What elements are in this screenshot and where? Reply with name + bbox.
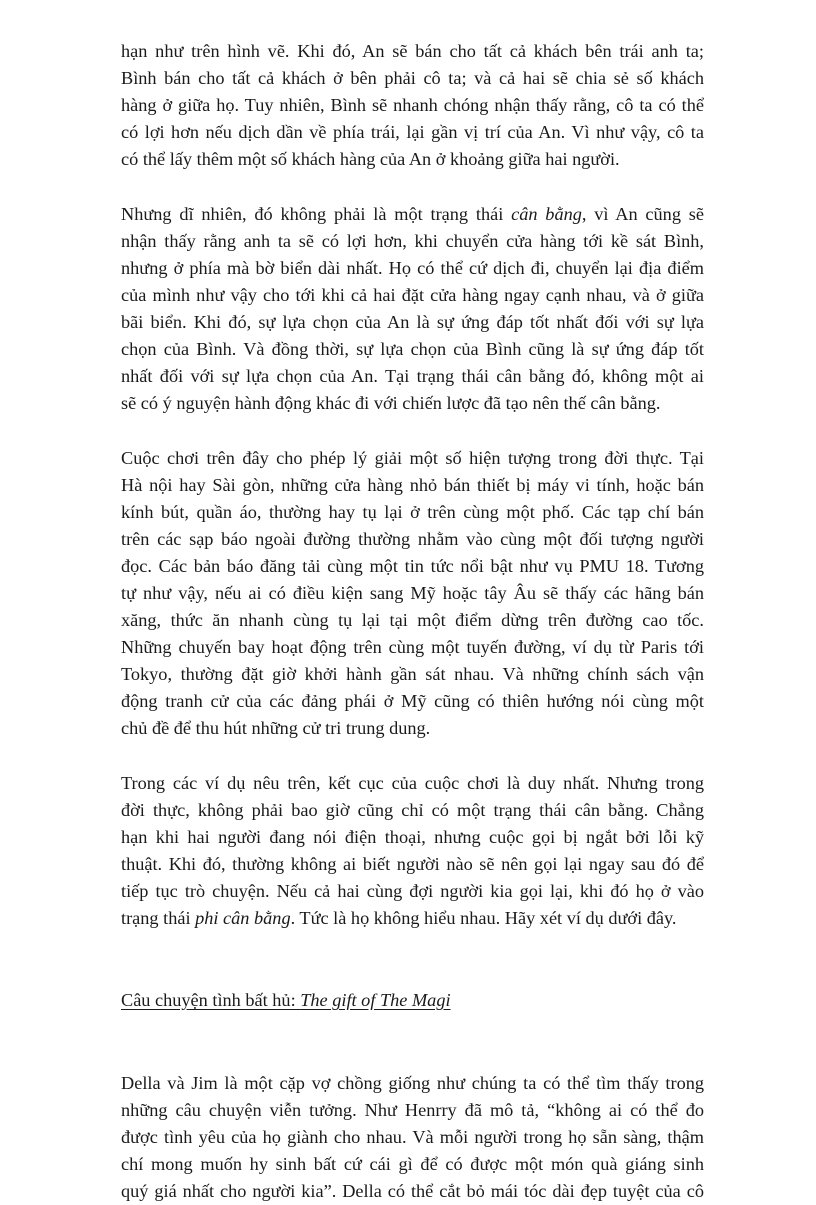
text-line: đời thực, không phải bao giờ cũng chỉ có một trạng thái cân bằng. Chẳng <box>121 800 704 820</box>
text-line: tiếp tục trò chuyện. Nếu cả hai cùng đợi người kia gọi lại, khi đó họ ở vào <box>121 881 704 901</box>
section-heading <box>121 987 704 1014</box>
section-gap <box>121 1014 704 1070</box>
text-line: bãi biển. Khi đó, sự lựa chọn của An là sự ứng đáp tốt nhất đối với sự lựa <box>121 312 704 332</box>
text-line: Trong các ví dụ nêu trên, kết cục của cuộc chơi là duy nhất. Nhưng trong <box>121 773 704 793</box>
text-line: Bình bán cho tất cả khách ở bên phải cô ta; và cả hai sẽ chia sẻ số khách <box>121 68 704 88</box>
paragraph-gap <box>121 417 704 445</box>
text-line: sẽ có ý nguyện hành động khác đi với chiến lược đã tạo nên thế cân bằng. <box>121 393 661 413</box>
section-gap <box>121 932 704 987</box>
text-line: hàng ở giữa họ. Tuy nhiên, Bình sẽ nhanh chóng nhận thấy rằng, cô ta có thể <box>121 95 704 115</box>
emphasis-text: cân bằng <box>511 204 582 224</box>
text-line: Những chuyến bay hoạt động trên cùng một tuyến đường, ví dụ từ Paris tới <box>121 637 704 657</box>
paragraph-2 <box>121 201 704 417</box>
text-run: . Tức là họ không hiểu nhau. Hãy xét ví dụ dưới đây. <box>290 908 677 928</box>
text-line: nhất đối với sự lựa chọn của An. Tại trạng thái cân bằng đó, không một ai <box>121 366 704 386</box>
paragraph-5 <box>121 1070 704 1205</box>
text-line: của mình như vậy cho tới khi cả hai đặt cửa hàng ngay cạnh nhau, và ở giữa <box>121 285 704 305</box>
text-line: Cuộc chơi trên đây cho phép lý giải một số hiện tượng trong đời thực. Tại <box>121 448 704 468</box>
text-line: hạn như trên hình vẽ. Khi đó, An sẽ bán cho tất cả khách bên trái anh ta; <box>121 41 704 61</box>
paragraph-gap <box>121 742 704 770</box>
text-line: động tranh cử của các đảng phái ở Mỹ cũng có thiên hướng nói cùng một <box>121 691 704 711</box>
text-line: có thể lấy thêm một số khách hàng của An ở khoảng giữa hai người. <box>121 149 620 169</box>
text-line: nhưng ở phía mà bờ biển dài nhất. Họ có thể cứ dịch đi, chuyển lại địa điểm <box>121 258 704 278</box>
text-line <box>121 905 704 932</box>
text-line: được tình yêu của họ giành cho nhau. Và mỗi người trong họ sẵn sàng, thậm <box>121 1127 704 1147</box>
text-run: Nhưng dĩ nhiên, đó không phải là một trạng thái <box>121 204 512 224</box>
text-line: Hà nội hay Sài gòn, những cửa hàng nhỏ bán thiết bị máy vi tính, hoặc bán <box>121 475 704 495</box>
text-run: trạng thái <box>121 908 196 928</box>
text-line: trên các sạp báo ngoài đường thường nhằm vào cùng một đối tượng người <box>121 529 704 549</box>
text-line: hạn khi hai người đang nói điện thoại, nhưng cuộc gọi bị ngắt bởi lỗi kỹ <box>121 827 704 847</box>
heading-title-italic: The gift of The Magi <box>300 990 451 1010</box>
text-line: những câu chuyện viễn tưởng. Như Henrry đã mô tả, “không ai có thể đo <box>121 1100 704 1120</box>
text-run: , vì An cũng sẽ <box>581 204 704 224</box>
text-line: chí mong muốn hy sinh bất cứ cái gì để có được một món quà giáng sinh <box>121 1154 704 1174</box>
paragraph-1 <box>121 38 704 173</box>
paragraph-3 <box>121 445 704 742</box>
text-line: Tokyo, thường đặt giờ khởi hành gần sát nhau. Và những chính sách vận <box>121 664 704 684</box>
text-line: Della và Jim là một cặp vợ chồng giống như chúng ta có thể tìm thấy trong <box>121 1073 704 1093</box>
paragraph-4 <box>121 770 704 932</box>
text-line <box>121 201 704 228</box>
paragraph-gap <box>121 173 704 201</box>
text-line: chủ đề để thu hút những cử tri trung dung. <box>121 718 431 738</box>
text-line: có lợi hơn nếu dịch dần về phía trái, lại gần vị trí của An. Vì như vậy, cô ta <box>121 122 704 142</box>
text-line: tự như vậy, nếu ai có điều kiện sang Mỹ hoặc tây Âu sẽ thấy các hãng bán <box>121 583 704 603</box>
text-line: xăng, thức ăn nhanh cùng tụ lại tại một điểm dừng trên đường cao tốc. <box>121 610 704 630</box>
text-line: thuật. Khi đó, thường không ai biết người nào sẽ nên gọi lại ngay sau đó để <box>121 854 704 874</box>
text-line: kính bút, quần áo, thường hay tụ lại ở trên cùng một phố. Các tạp chí bán <box>121 502 704 522</box>
emphasis-text: phi cân bằng <box>195 908 291 928</box>
text-line: đọc. Các bản báo đăng tải cùng một tin tức nổi bật như vụ PMU 18. Tương <box>121 556 704 576</box>
text-line: nhận thấy rằng anh ta sẽ có lợi hơn, khi chuyển cửa hàng tới kề sát Bình, <box>121 231 704 251</box>
heading-text: Câu chuyện tình bất hủ: <box>121 990 301 1010</box>
text-line: quý giá nhất cho người kia”. Della có thể cắt bỏ mái tóc dài đẹp tuyệt của cô <box>121 1181 704 1201</box>
text-column <box>121 38 704 1205</box>
text-line: chọn của Bình. Và đồng thời, sự lựa chọn của Bình cũng là sự ứng đáp tốt <box>121 339 704 359</box>
